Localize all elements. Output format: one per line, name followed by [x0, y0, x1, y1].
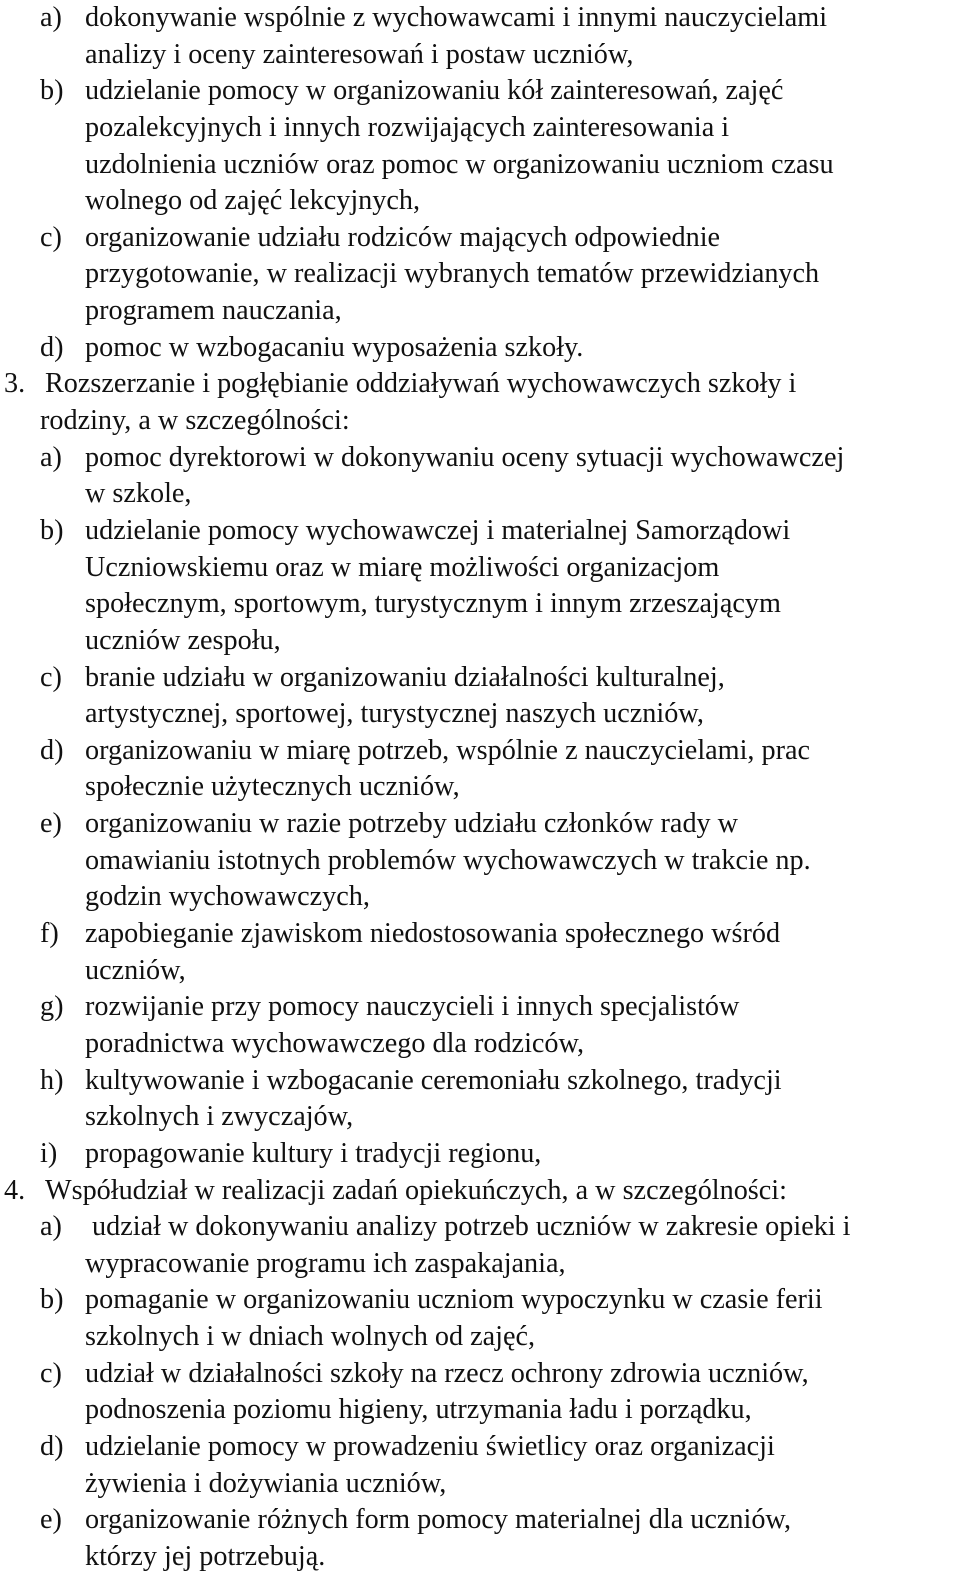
list-item-continuation [0, 696, 960, 733]
list-item-continuation [0, 1466, 960, 1503]
list-item-continuation [0, 256, 960, 293]
item-text: pozalekcyjnych i innych rozwijających zainteresowania i [85, 111, 730, 143]
list-item [0, 1429, 960, 1466]
section-number: 4. [4, 1174, 26, 1206]
list-item [0, 806, 960, 843]
list-item [0, 513, 960, 550]
list-item-continuation [0, 476, 960, 513]
item-text: żywienia i dożywiania uczniów, [85, 1467, 447, 1499]
item-marker: a) [40, 441, 62, 473]
item-text: pomoc dyrektorowi w dokonywaniu oceny sytuacji wychowawczej [85, 441, 845, 473]
list-item-continuation [0, 550, 960, 587]
item-marker: b) [40, 1284, 64, 1316]
item-marker: c) [40, 661, 62, 693]
item-text: udział w dokonywaniu analizy potrzeb uczniów w zakresie opieki i [85, 1211, 851, 1243]
item-marker: c) [40, 221, 62, 253]
section-heading [0, 1173, 960, 1210]
list-item [0, 1282, 960, 1319]
item-text: pomaganie w organizowaniu uczniom wypoczynku w czasie ferii [85, 1284, 823, 1316]
item-text: Uczniowskiemu oraz w miarę możliwości organizacjom [85, 551, 720, 583]
item-text: organizowanie różnych form pomocy materialnej dla uczniów, [85, 1504, 791, 1536]
list-item-continuation [0, 1539, 960, 1576]
item-text: udzielanie pomocy w organizowaniu kół zainteresowań, zajęć [85, 75, 784, 107]
item-text: kultywowanie i wzbogacanie ceremoniału szkolnego, tradycji [85, 1064, 782, 1096]
list-item-continuation [0, 147, 960, 184]
list-item [0, 220, 960, 257]
list-item-continuation [0, 37, 960, 74]
item-marker: g) [40, 991, 64, 1023]
item-text: organizowaniu w miarę potrzeb, wspólnie z nauczycielami, prac [85, 734, 811, 766]
section-title: Rozszerzanie i pogłębianie oddziaływań wychowawczych szkoły i [45, 368, 797, 400]
item-text: branie udziału w organizowaniu działalności kulturalnej, [85, 661, 725, 693]
item-marker: e) [40, 1504, 62, 1536]
item-text: zapobieganie zjawiskom niedostosowania społecznego wśród [85, 918, 781, 950]
list-item-continuation [0, 586, 960, 623]
list-item [0, 440, 960, 477]
item-marker: d) [40, 1430, 64, 1462]
item-marker: b) [40, 75, 64, 107]
list-item [0, 660, 960, 697]
list-item-continuation [0, 293, 960, 330]
list-item-continuation [0, 879, 960, 916]
item-text: szkolnych i zwyczajów, [85, 1101, 354, 1133]
list-item [0, 1209, 960, 1246]
list-item [0, 989, 960, 1026]
list-item-continuation [0, 843, 960, 880]
item-marker: b) [40, 514, 64, 546]
item-text: szkolnych i w dniach wolnych od zajęć, [85, 1321, 536, 1353]
list-item-continuation [0, 1246, 960, 1283]
item-text: organizowanie udziału rodziców mających odpowiednie [85, 221, 721, 253]
item-text: analizy i oceny zainteresowań i postaw uczniów, [85, 38, 634, 70]
section-title: rodziny, a w szczególności: [40, 405, 350, 437]
item-text: uczniów zespołu, [85, 624, 281, 656]
item-text: udział w działalności szkoły na rzecz ochrony zdrowia uczniów, [85, 1357, 809, 1389]
section-3 [0, 366, 960, 1172]
section-heading-continuation [0, 403, 960, 440]
item-text: poradnictwa wychowawczego dla rodziców, [85, 1027, 585, 1059]
item-text: dokonywanie wspólnie z wychowawcami i innymi nauczycielami [85, 2, 828, 33]
item-text: rozwijanie przy pomocy nauczycieli i innych specjalistów [85, 991, 740, 1023]
item-marker: e) [40, 808, 62, 840]
section-number: 3. [4, 368, 26, 400]
list-item-continuation [0, 769, 960, 806]
item-text: uczniów, [85, 954, 186, 986]
item-text: przygotowanie, w realizacji wybranych tematów przewidzianych [85, 258, 820, 290]
list-item-continuation [0, 1392, 960, 1429]
list-item-continuation [0, 1099, 960, 1136]
item-text: w szkole, [85, 478, 192, 510]
item-text: podnoszenia poziomu higieny, utrzymania ładu i porządku, [85, 1394, 752, 1426]
item-text: organizowaniu w razie potrzeby udziału członków rady w [85, 808, 739, 840]
item-text: propagowanie kultury i tradycji regionu, [85, 1137, 542, 1169]
item-text: programem nauczania, [85, 295, 342, 327]
item-marker: c) [40, 1357, 62, 1389]
item-text: uzdolnienia uczniów oraz pomoc w organizowaniu uczniom czasu [85, 148, 834, 180]
section-2-list [0, 0, 960, 366]
list-item [0, 1136, 960, 1173]
item-marker: a) [40, 2, 62, 33]
item-text: wolnego od zajęć lekcyjnych, [85, 185, 420, 217]
list-item [0, 330, 960, 367]
item-text: udzielanie pomocy wychowawczej i materialnej Samorządowi [85, 514, 791, 546]
item-text: omawianiu istotnych problemów wychowawczych w trakcie np. [85, 844, 811, 876]
list-item [0, 916, 960, 953]
item-marker: d) [40, 331, 64, 363]
list-item [0, 73, 960, 110]
list-item-continuation [0, 1319, 960, 1356]
section-4 [0, 1173, 960, 1576]
item-marker: a) [40, 1211, 62, 1243]
item-text: społecznie użytecznych uczniów, [85, 771, 460, 803]
list-item [0, 1502, 960, 1539]
item-marker: h) [40, 1064, 64, 1096]
list-item [0, 1356, 960, 1393]
list-item [0, 1063, 960, 1100]
item-text: którzy jej potrzebują. [85, 1540, 326, 1572]
item-text: społecznym, sportowym, turystycznym i innym zrzeszającym [85, 588, 781, 620]
list-item-continuation [0, 183, 960, 220]
item-marker: f) [40, 918, 59, 950]
list-item-continuation [0, 623, 960, 660]
item-text: godzin wychowawczych, [85, 881, 370, 913]
section-title: Współudział w realizacji zadań opiekuńczych, a w szczególności: [45, 1174, 787, 1206]
list-item [0, 733, 960, 770]
item-marker: i) [40, 1137, 58, 1169]
item-text: artystycznej, sportowej, turystycznej naszych uczniów, [85, 698, 704, 730]
item-text: udzielanie pomocy w prowadzeniu świetlicy oraz organizacji [85, 1430, 775, 1462]
section-heading [0, 366, 960, 403]
list-item-continuation [0, 953, 960, 990]
list-item-continuation [0, 110, 960, 147]
list-item-continuation [0, 1026, 960, 1063]
item-text: wypracowanie programu ich zaspakajania, [85, 1247, 566, 1279]
list-item [0, 0, 960, 37]
item-text: pomoc w wzbogacaniu wyposażenia szkoły. [85, 331, 584, 363]
item-marker: d) [40, 734, 64, 766]
